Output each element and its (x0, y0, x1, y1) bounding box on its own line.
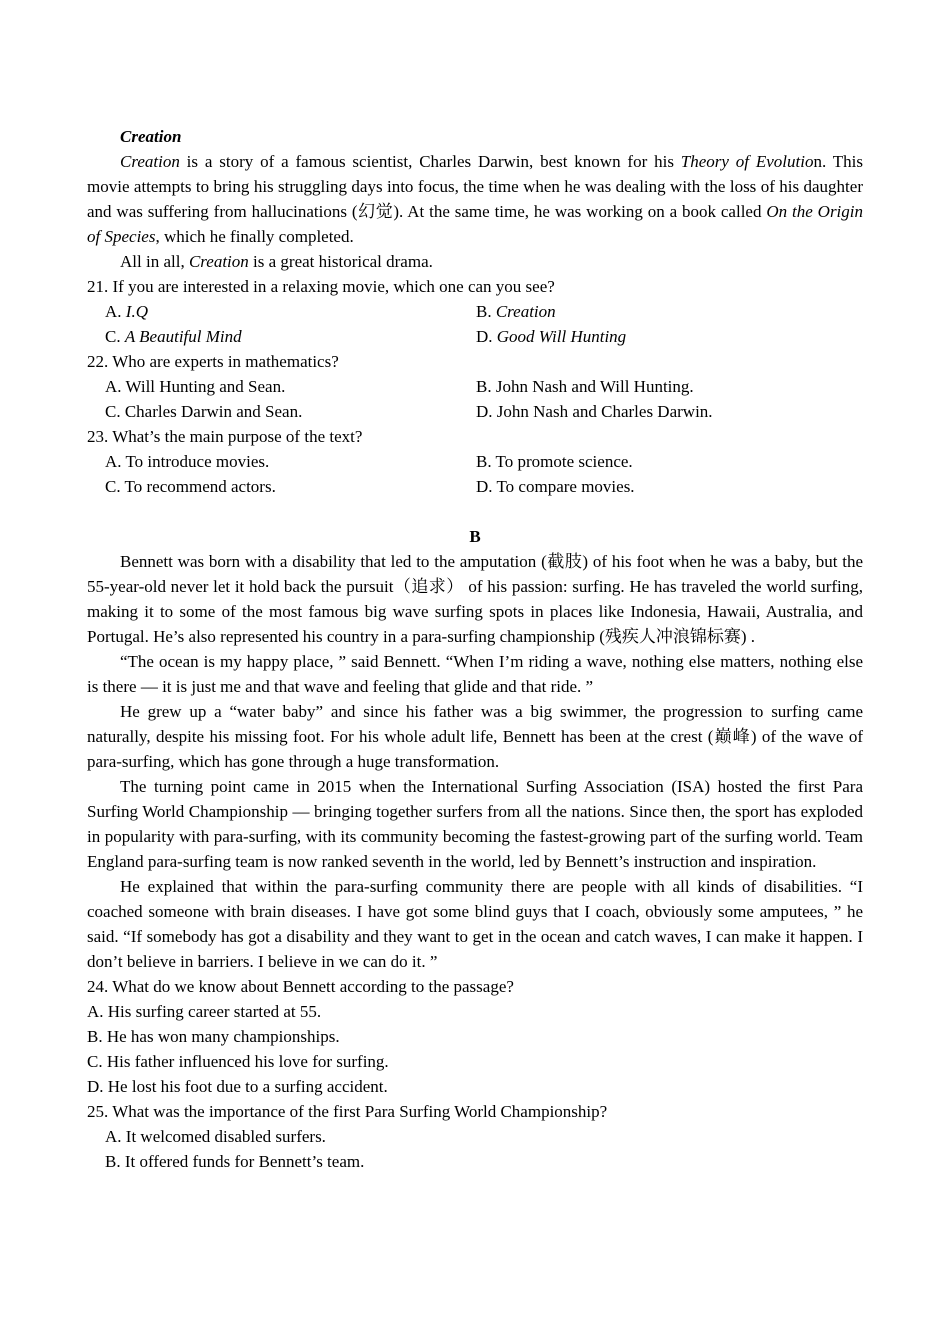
question-stem: 24. What do we know about Bennett according to the passage? (87, 977, 514, 996)
theory-title-inline: Theory of Evolutio (680, 152, 814, 171)
paragraph-text: All in all, (120, 252, 189, 271)
option-text: Will Hunting and Sean. (125, 377, 286, 396)
document-page (87, 124, 863, 1174)
question-24 (87, 974, 863, 1099)
option-text: Good Will Hunting (496, 327, 627, 346)
option-text: John Nash and Will Hunting. (495, 377, 694, 396)
option-label: D. (476, 327, 497, 346)
option-text: To promote science. (495, 452, 633, 471)
passage-paragraph: He grew up a “water baby” and since his father was a big swimmer, the progression to surfing came naturally, despite his missing foot. For his whole adult life, Bennett has been at the crest (巅峰) of the wave of para-surfing, which has gone through a huge transformation. (87, 702, 863, 771)
option-text: To introduce movies. (125, 452, 270, 471)
passage-paragraph: Bennett was born with a disability that led to the amputation (截肢) of his foot when he was a baby, but the 55-year-old never let it hold back the pursuit（追求） of his passion: surfing. He has traveled the world surfing, making it to some of the most famous big wave surfing spots in places like Indonesia, Hawaii, Australia, and Portugal. He’s also represented his country in a para-surfing championship (残疾人冲浪锦标赛) . (87, 552, 863, 646)
option-text: To recommend actors. (124, 477, 276, 496)
paragraph-text: is a great historical drama. (248, 252, 433, 271)
option-label: B. (476, 452, 496, 471)
option-row (87, 299, 863, 324)
paragraph-text: n. This movie attempts to bring his struggling days into focus, the time when he was dealing with the loss of his daughter and was suffering from hallucinations (幻觉). At the same time, he was working on a book called (87, 152, 863, 221)
option-label: B. (476, 302, 496, 321)
option-b[interactable] (476, 449, 863, 474)
option-b[interactable]: B. It offered funds for Bennett’s team. (105, 1152, 365, 1171)
option-label: C. (105, 477, 125, 496)
option-label: A. (105, 452, 126, 471)
option-c[interactable] (87, 324, 476, 349)
option-d[interactable] (476, 324, 863, 349)
option-text: Creation (495, 302, 556, 321)
question-25 (87, 1099, 863, 1174)
option-b[interactable]: B. He has won many championships. (87, 1027, 340, 1046)
option-c[interactable] (87, 474, 476, 499)
option-b[interactable] (476, 374, 863, 399)
question-23 (87, 424, 863, 499)
paragraph-text: is a story of a famous scientist, Charles Darwin, best known for his (179, 152, 681, 171)
option-text: A Beautiful Mind (124, 327, 242, 346)
option-a[interactable] (87, 299, 476, 324)
creation-title-inline: Creation (188, 252, 249, 271)
option-c[interactable]: C. His father influenced his love for surfing. (87, 1052, 389, 1071)
option-a[interactable] (87, 374, 476, 399)
option-label: C. (105, 327, 125, 346)
option-row (87, 449, 863, 474)
option-c[interactable] (87, 399, 476, 424)
option-label: C. (105, 402, 125, 421)
option-a[interactable]: A. His surfing career started at 55. (87, 1002, 322, 1021)
option-d[interactable] (476, 399, 863, 424)
option-a[interactable]: A. It welcomed disabled surfers. (105, 1127, 326, 1146)
passage-paragraph: The turning point came in 2015 when the International Surfing Association (ISA) hosted the first Para Surfing World Championship — bringing together surfers from all the nations. Since then, the sport has exploded in popularity with para-surfing, with its community becoming the fastest-growing part of the surfing world. Team England para-surfing team is now ranked seventh in the world, led by Bennett’s instruction and inspiration. (87, 777, 863, 871)
passage-paragraph: “The ocean is my happy place, ” said Bennett. “When I’m riding a wave, nothing else matters, nothing else is there — it is just me and that wave and feeling that glide and that ride. ” (87, 652, 863, 696)
option-text: John Nash and Charles Darwin. (496, 402, 713, 421)
option-a[interactable] (87, 449, 476, 474)
option-text: Charles Darwin and Sean. (124, 402, 303, 421)
creation-title-inline: Creation (120, 152, 180, 171)
creation-paragraph (87, 149, 863, 249)
option-label: A. (105, 302, 126, 321)
question-22 (87, 349, 863, 424)
question-stem: 21. If you are interested in a relaxing movie, which one can you see? (87, 277, 555, 296)
option-row (87, 324, 863, 349)
option-text: I.Q (125, 302, 148, 321)
book-title-inline: On the Origin of Species (87, 202, 864, 246)
option-d[interactable] (476, 474, 863, 499)
option-d[interactable]: D. He lost his foot due to a surfing accident. (87, 1077, 388, 1096)
question-stem: 23. What’s the main purpose of the text? (87, 427, 363, 446)
option-row (87, 399, 863, 424)
passage-paragraph: He explained that within the para-surfing community there are people with all kinds of disabilities. “I coached someone with brain diseases. I have got some blind guys that I coach, obviously some amputees, ” he said. “If somebody has got a disability and they want to get in the ocean and catch waves, I can make it happen. I don’t believe in barriers. I believe in we can do it. ” (87, 877, 863, 971)
question-stem: 25. What was the importance of the first Para Surfing World Championship? (87, 1102, 608, 1121)
question-stem: 22. Who are experts in mathematics? (87, 352, 339, 371)
paragraph-text: , which he finally completed. (155, 227, 354, 246)
option-row (87, 374, 863, 399)
option-text: To compare movies. (496, 477, 635, 496)
option-row (87, 474, 863, 499)
option-label: D. (476, 402, 497, 421)
section-heading-b: B (469, 527, 481, 546)
summary-paragraph (87, 249, 863, 274)
movie-title: Creation (120, 127, 182, 146)
option-label: D. (476, 477, 497, 496)
option-label: B. (476, 377, 496, 396)
option-label: A. (105, 377, 126, 396)
question-21 (87, 274, 863, 349)
option-b[interactable] (476, 299, 863, 324)
